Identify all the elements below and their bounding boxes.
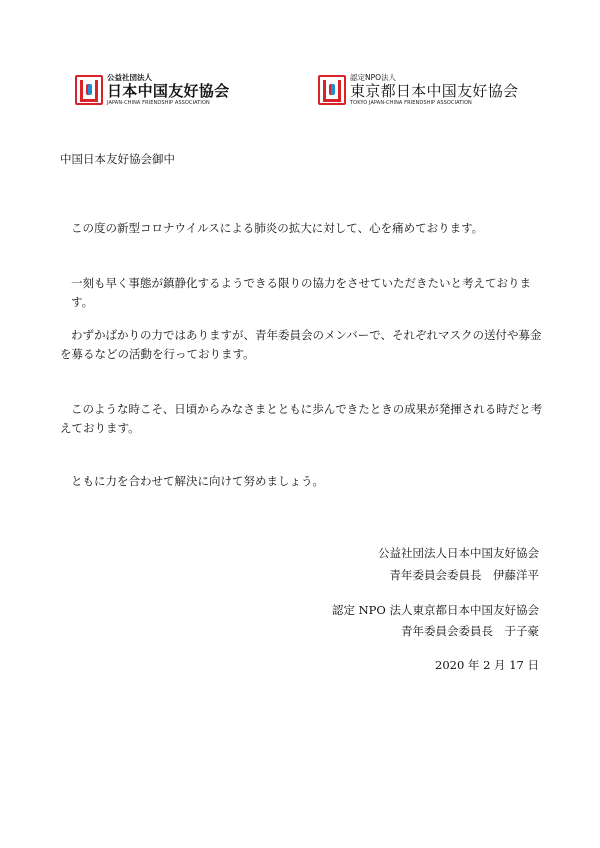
- logo-japan-china-friendship-association: [75, 74, 229, 106]
- paragraph-2: 一刻も早く事態が鎮静化するようできる限りの協力をさせていただきたいと考えております。: [71, 276, 531, 309]
- addressee: 中国日本友好協会御中: [60, 152, 175, 166]
- signature-org-1: 公益社団法人日本中国友好協会: [378, 546, 539, 560]
- logo-tokyo-japan-china-friendship-association: [318, 74, 518, 106]
- association-emblem-icon: [75, 75, 103, 105]
- paragraph-5: ともに力を合わせて解決に向けて努めましょう。: [71, 474, 324, 488]
- association-emblem-icon: [318, 75, 346, 105]
- paragraph-4: このような時こそ、日頃からみなさまとともに歩んできたときの成果が発揮される時だと考えております。: [60, 402, 543, 435]
- signature-role-2: 青年委員会委員長 于子豪: [401, 624, 539, 638]
- paragraph-3: わずかばかりの力ではありますが、青年委員会のメンバーで、それぞれマスクの送付や募金を募るなどの活動を行っております。: [60, 328, 542, 361]
- paragraph-1: この度の新型コロナウイルスによる肺炎の拡大に対して、心を痛めております。: [71, 221, 484, 235]
- logo-name: 日本中国友好協会: [107, 81, 230, 100]
- logo-english-name: TOKYO JAPAN-CHINA FRIENDSHIP ASSOCIATION: [350, 99, 472, 106]
- logo-english-name: JAPAN-CHINA FRIENDSHIP ASSOCIATION: [107, 99, 210, 106]
- logo-small-label: 公益社団法人: [107, 73, 152, 82]
- logo-small-label: 認定NPO法人: [350, 73, 397, 82]
- logo-name: 東京都日本中国友好協会: [350, 81, 519, 100]
- letter-date: 2020 年 2 月 17 日: [435, 658, 539, 672]
- signature-role-1: 青年委員会委員長 伊藤洋平: [389, 568, 539, 582]
- signature-org-2: 認定 NPO 法人東京都日本中国友好協会: [331, 603, 539, 617]
